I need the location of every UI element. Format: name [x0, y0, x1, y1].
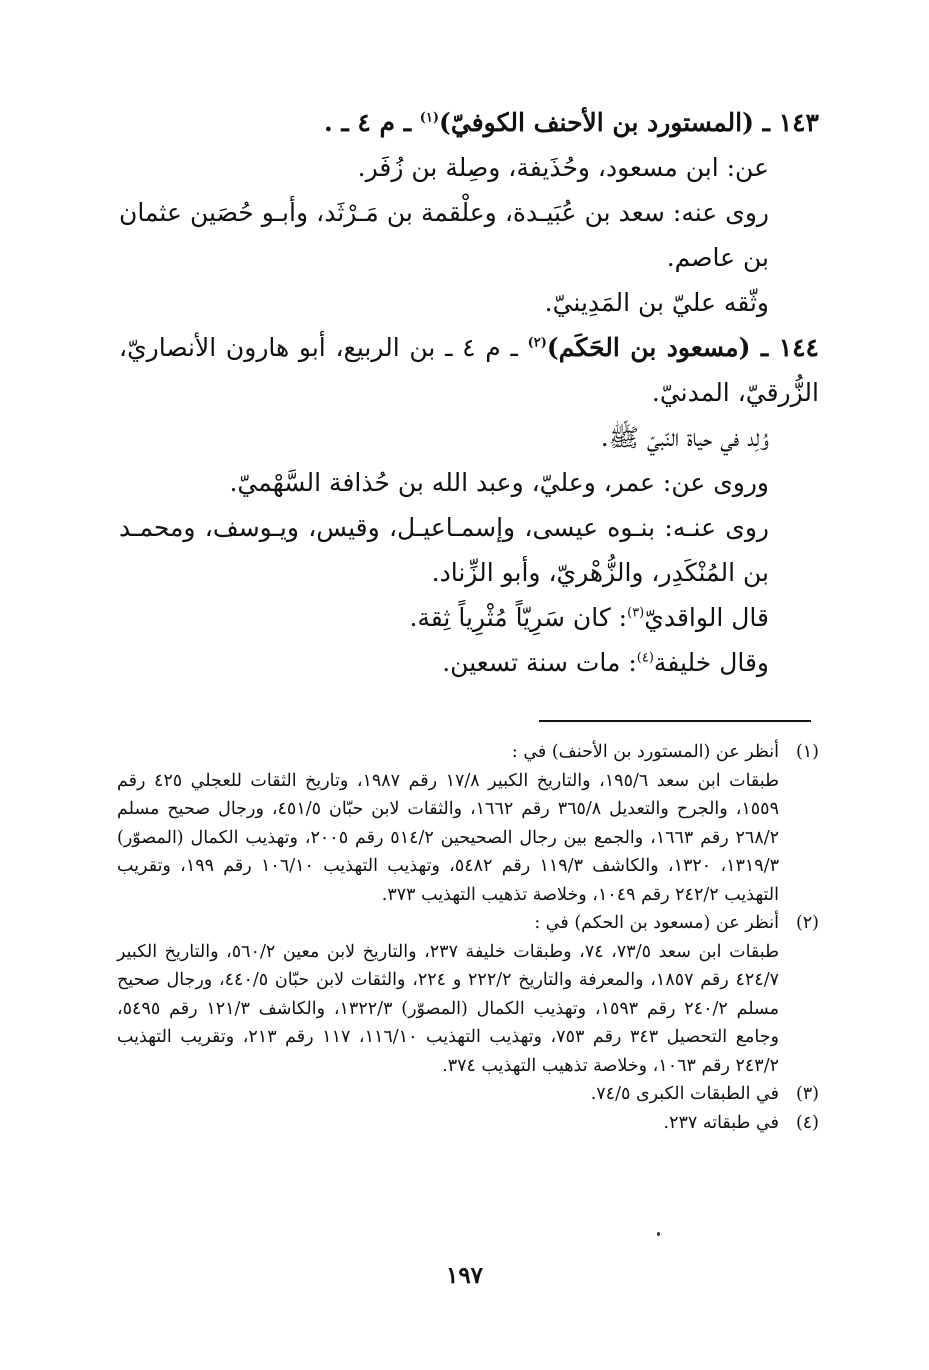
quote-speaker: قال الواقديّ	[644, 603, 769, 632]
entry-144-line-3: روى عنـه: بنـوه عيسى، وإسمـاعيـل، وقيس، ويـوسف، ومحمـد بن المُنْكَدِر، والزُّهْريّ، وأبو الزِّناد.	[119, 513, 769, 587]
entry-number: ١٤٣	[778, 108, 819, 137]
footnote-2	[117, 909, 819, 1080]
footnote-ref[interactable]: (١)	[419, 110, 440, 126]
entry-144-quote-1	[119, 595, 819, 640]
entry-144-heading	[119, 325, 819, 415]
entry-number: ١٤٤	[778, 333, 819, 362]
quote-speaker: وقال خليفة	[653, 648, 769, 677]
footnote-title: أنظر عن (مسعود بن الحكم) في :	[534, 913, 779, 933]
footnote-label: (٢)	[795, 913, 819, 933]
entry-143-heading	[119, 100, 819, 145]
footnote-text: في الطبقات الكبرى ٧٤/٥.	[590, 1084, 779, 1104]
footnote-ref[interactable]: (٢)	[527, 335, 547, 351]
footnote-4	[117, 1109, 819, 1138]
entry-143-line-3: وثّقه عليّ بن المَدِينيّ.	[544, 288, 769, 317]
entry-name: (المستورد بن الأحنف الكوفيّ)	[439, 108, 754, 137]
quote-text: : كان سَرِيّاً مُثْرِياً ثِقة.	[409, 603, 628, 632]
entry-143-line-2: روى عنه: سعد بن عُبَيـدة، وعلْقمة بن مَـرْثَد، وأبـو حُصَين عثمان بن عاصم.	[119, 198, 769, 272]
entry-separator: ـ	[753, 108, 770, 137]
stray-mark	[657, 1232, 660, 1236]
entry-separator: ـ	[750, 333, 769, 362]
footnote-label: (١)	[795, 742, 819, 762]
footnote-title: أنظر عن (المستورد بن الأحنف) في :	[511, 742, 779, 762]
entry-144-quote-2	[119, 640, 819, 685]
main-text	[119, 100, 819, 685]
footnote-ref[interactable]: (٤)	[636, 650, 654, 666]
footnote-label: (٣)	[795, 1084, 819, 1104]
quote-text: : مات سنة تسعين.	[442, 648, 637, 677]
entry-143-line-1: عن: ابن مسعود، وحُذَيفة، وصِلة بن زُفَر.	[357, 153, 769, 182]
footnote-1	[117, 738, 819, 909]
entry-144-line-2: وروى عن: عمر، وعليّ، وعبد الله بن حُذافة السَّهْميّ.	[229, 468, 769, 497]
entry-144-line-1: وُلِد في حياة النّبيّ ﷺ.	[600, 423, 769, 452]
entry-name: (مسعود بن الحَكَم)	[546, 333, 751, 362]
footnote-3	[117, 1080, 819, 1109]
page-number: ١٩٧	[445, 1262, 484, 1289]
footnote-ref[interactable]: (٣)	[627, 605, 645, 621]
footnote-label: (٤)	[795, 1112, 819, 1133]
entry-heading-tail: ـ م ٤ ـ .	[323, 108, 420, 137]
footnote-text: طبقات ابن سعد ٧٣/٥، ٧٤، وطبقات خليفة ٢٣٧، والتاريخ لابن معين ٥٦٠/٢، والتاريخ الكبير ٤٢٤/٧ رقم ١٨٥٧، والمعرفة والتاريخ ٢٢٢/٢ و ٢٢٤، والثقات لابن حبّان ٤٤٠/٥، ورجال صحيح مسلم ٢٤٠/٢ رقم ١٥٩٣، وتهذيب الكمال (المصوّر) ١٣٢٢/٣، والكاشف ١٢١/٣ رقم ٥٤٩٥، وجامع التحصيل ٣٤٣ رقم ٧٥٣، وتهذيب التهذيب ١١٦/١٠، ١١٧ رقم ٢١٣، وتقريب التهذيب ٢٤٣/٢ رقم ١٠٦٣، وخلاصة تذهيب التهذيب ٣٧٤.	[117, 941, 780, 1076]
footnote-text: في طبقاته ٢٣٧.	[663, 1112, 779, 1133]
footnote-text: طبقات ابن سعد ١٩٥/٦، والتاريخ الكبير ١٧/٨ رقم ١٩٨٧، وتاريخ الثقات للعجلي ٤٢٥ رقم ١٥٥٩، والجرح والتعديل ٣٦٥/٨ رقم ١٦٦٢، والثقات لابن حبّان ٤٥١/٥، ورجال صحيح مسلم ٢٦٨/٢ رقم ١٦٦٣، والجمع بين رجال الصحيحين ٥١٤/٢ رقم ٢٠٠٥، وتهذيب الكمال (المصوّر) ١٣١٩/٣، ١٣٢٠، والكاشف ١١٩/٣ رقم ٥٤٨٢، وتهذيب التهذيب ١٠٦/١٠ رقم ١٩٩، وتقريب التهذيب ٢٤٢/٢ رقم ١٠٤٩، وخلاصة تذهيب التهذيب ٣٧٣.	[117, 770, 780, 905]
entry-heading-tail: ـ م ٤ ـ بن الربيع، أبو هارون الأنصاريّ، الزُّرقيّ، المدنيّ.	[119, 333, 819, 407]
footnotes	[117, 738, 819, 1137]
footnote-divider	[539, 720, 811, 722]
